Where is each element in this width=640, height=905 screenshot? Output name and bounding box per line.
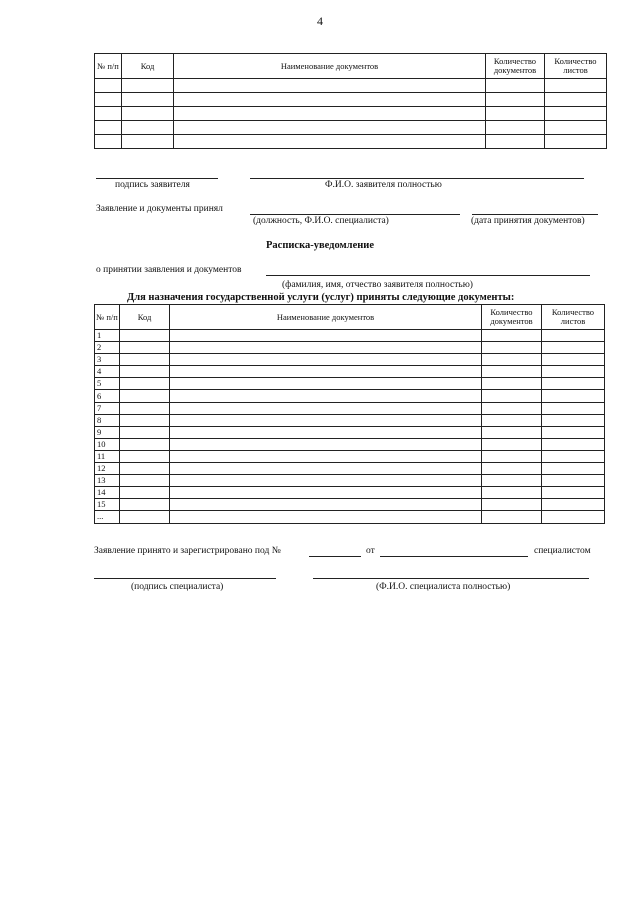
table-cell (120, 511, 170, 523)
applicant-sign-line (96, 178, 218, 179)
receipt-subtitle: Для назначения государственной услуги (услуг) приняты следующие документы: (127, 292, 515, 303)
table-cell (170, 390, 482, 402)
page-number: 4 (317, 14, 323, 28)
documents-table-2 (94, 304, 605, 524)
registration-text: Заявление принято и зарегистрировано под № (94, 546, 281, 556)
table-cell (482, 414, 542, 426)
table-cell (170, 426, 482, 438)
table-cell (482, 426, 542, 438)
table-cell (542, 499, 605, 511)
table-row (95, 378, 605, 390)
table-cell (120, 426, 170, 438)
table-cell (170, 378, 482, 390)
table-cell (482, 342, 542, 354)
table-cell (170, 414, 482, 426)
table-row (95, 499, 605, 511)
table-cell (120, 414, 170, 426)
row-number: 8 (95, 414, 120, 426)
table-cell (542, 414, 605, 426)
table-cell (170, 354, 482, 366)
table-row (95, 438, 605, 450)
table-row (95, 107, 607, 121)
row-number: 14 (95, 487, 120, 499)
row-number: 15 (95, 499, 120, 511)
table-cell (482, 487, 542, 499)
table-cell (170, 402, 482, 414)
header-num: № п/п (95, 54, 122, 79)
table-row (95, 426, 605, 438)
table-row (95, 463, 605, 475)
table-row (95, 135, 607, 149)
table-cell (120, 438, 170, 450)
spec-name-line (313, 578, 589, 579)
table-cell (120, 450, 170, 462)
table-cell (482, 366, 542, 378)
table-cell (542, 402, 605, 414)
row-number: 7 (95, 402, 120, 414)
table-cell (170, 463, 482, 475)
table-cell (120, 499, 170, 511)
table-cell (170, 475, 482, 487)
row-number: 10 (95, 438, 120, 450)
registration-by: специалистом (534, 546, 591, 556)
table-cell (120, 463, 170, 475)
row-number: 11 (95, 450, 120, 462)
table-cell (170, 511, 482, 523)
date-hint: (дата принятия документов) (471, 216, 585, 226)
table-cell (120, 402, 170, 414)
table-cell (120, 354, 170, 366)
table-cell (542, 487, 605, 499)
header-doc-count: Количество документов (482, 305, 542, 330)
row-number: 3 (95, 354, 120, 366)
header-num: № п/п (95, 305, 120, 330)
receipt-name-line (266, 275, 590, 276)
table-row (95, 330, 605, 342)
row-number: 9 (95, 426, 120, 438)
registration-date-line (380, 556, 528, 557)
table-cell (542, 426, 605, 438)
table-row (95, 342, 605, 354)
documents-table-1 (94, 53, 607, 149)
receipt-title: Расписка-уведомление (266, 240, 374, 251)
table-cell (170, 450, 482, 462)
table-row (95, 414, 605, 426)
table-header-row (95, 305, 605, 330)
row-number: 4 (95, 366, 120, 378)
row-number: ... (95, 511, 120, 523)
table-cell (120, 330, 170, 342)
table-cell (170, 487, 482, 499)
registration-number-line (309, 556, 361, 557)
table-cell (482, 475, 542, 487)
row-number: 12 (95, 463, 120, 475)
spec-sign-label: (подпись специалиста) (131, 582, 224, 592)
table-cell (482, 499, 542, 511)
header-doc-count: Количество документов (486, 54, 545, 79)
table-cell (482, 354, 542, 366)
table-cell (170, 342, 482, 354)
table-row (95, 511, 605, 523)
table-cell (120, 475, 170, 487)
spec-sign-line (94, 578, 276, 579)
table-cell (542, 463, 605, 475)
position-line (250, 214, 460, 215)
header-code: Код (122, 54, 174, 79)
row-number: 13 (95, 475, 120, 487)
table-row (95, 487, 605, 499)
table-cell (542, 450, 605, 462)
header-code: Код (120, 305, 170, 330)
table-header-row (95, 54, 607, 79)
table-row (95, 366, 605, 378)
table-cell (542, 354, 605, 366)
table-row (95, 390, 605, 402)
row-number: 5 (95, 378, 120, 390)
table-cell (542, 390, 605, 402)
position-hint: (должность, Ф.И.О. специалиста) (253, 216, 389, 226)
table-cell (542, 475, 605, 487)
table-cell (120, 487, 170, 499)
table-row (95, 121, 607, 135)
table-cell (542, 378, 605, 390)
table-cell (120, 378, 170, 390)
row-number: 2 (95, 342, 120, 354)
receipt-name-hint: (фамилия, имя, отчество заявителя полностью) (282, 280, 473, 290)
table-cell (170, 438, 482, 450)
table-row (95, 354, 605, 366)
table-row (95, 79, 607, 93)
header-sheet-count: Количество листов (542, 305, 605, 330)
date-line (472, 214, 598, 215)
table-cell (170, 366, 482, 378)
spec-name-label: (Ф.И.О. специалиста полностью) (376, 582, 511, 592)
table-cell (482, 450, 542, 462)
row-number: 1 (95, 330, 120, 342)
applicant-name-line (250, 178, 584, 179)
table-cell (482, 402, 542, 414)
header-sheet-count: Количество листов (545, 54, 607, 79)
table-cell (482, 438, 542, 450)
applicant-sign-label: подпись заявителя (115, 180, 190, 190)
header-name: Наименование документов (174, 54, 486, 79)
table-cell (542, 342, 605, 354)
table-cell (482, 390, 542, 402)
table-cell (542, 438, 605, 450)
accepted-label: Заявление и документы принял (96, 204, 223, 214)
row-number: 6 (95, 390, 120, 402)
table-row (95, 402, 605, 414)
table-cell (482, 378, 542, 390)
table-cell (542, 330, 605, 342)
header-name: Наименование документов (170, 305, 482, 330)
table-cell (120, 390, 170, 402)
table-cell (120, 342, 170, 354)
table-cell (482, 463, 542, 475)
table-cell (542, 511, 605, 523)
table-row (95, 93, 607, 107)
table-cell (482, 330, 542, 342)
applicant-name-label: Ф.И.О. заявителя полностью (325, 180, 442, 190)
table-cell (120, 366, 170, 378)
table-cell (170, 330, 482, 342)
registration-from: от (366, 546, 375, 556)
table-row (95, 475, 605, 487)
receipt-intro: о принятии заявления и документов (96, 265, 242, 275)
table-row (95, 450, 605, 462)
table-cell (482, 511, 542, 523)
table-cell (542, 366, 605, 378)
table-cell (170, 499, 482, 511)
